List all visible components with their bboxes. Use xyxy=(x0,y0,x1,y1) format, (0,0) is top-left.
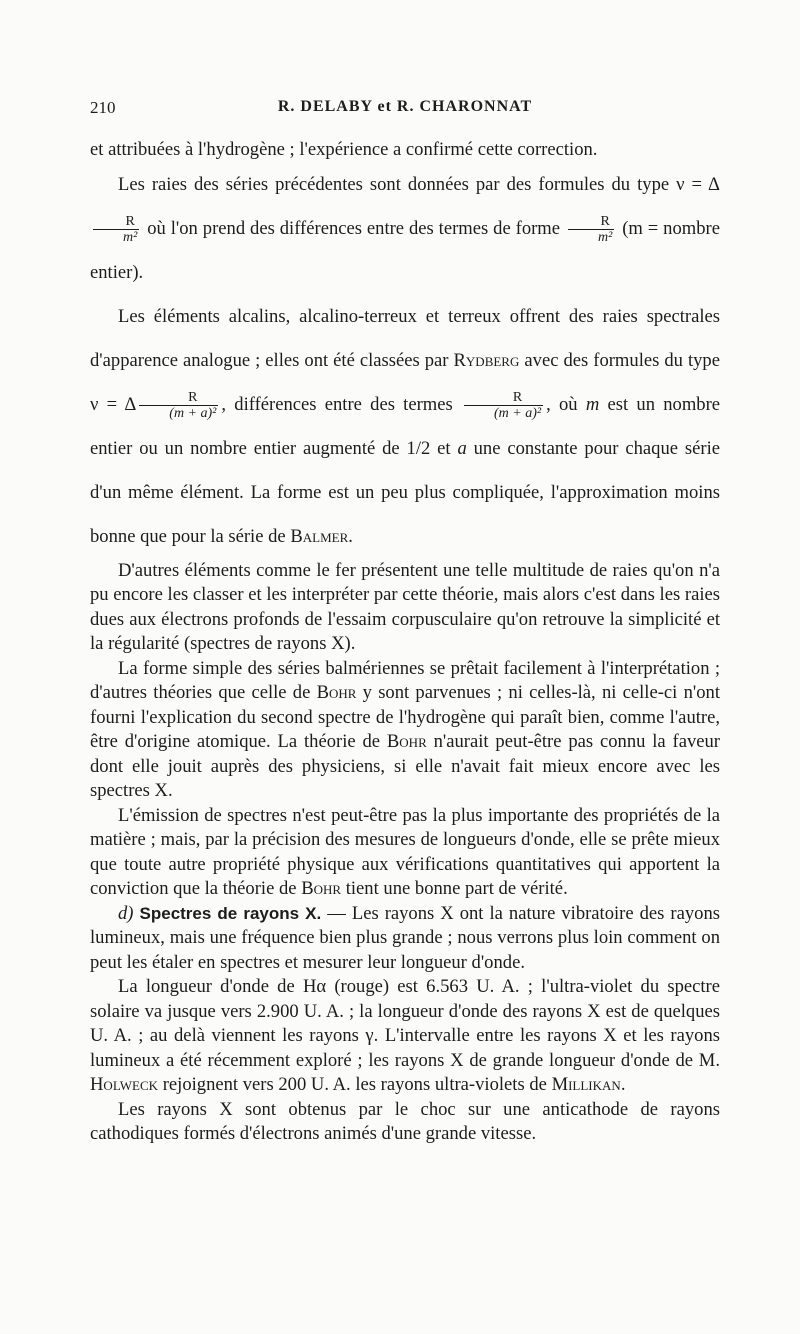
paragraph-9 xyxy=(90,1098,720,1147)
paragraph-5-text-b: y sont parvenues ; ni celles-là, ni celle-ci n'ont fourni l'explication du second spectre de l'hydrogène qui paraît bien, comme l'autre, être d'origine atomique. La théorie de xyxy=(90,682,720,752)
paragraph-3-text-f: une constante pour chaque série d'un même élément. La forme est un peu plus compliquée, l'approximation moins bonne que pour la série de xyxy=(90,437,720,547)
page-header xyxy=(90,98,720,128)
paragraph-8-text-c: . xyxy=(620,1074,626,1095)
paragraph-5 xyxy=(90,657,720,804)
paragraph-4 xyxy=(90,559,720,657)
fraction-r-over-m2 xyxy=(93,214,139,245)
fraction-numerator: R xyxy=(93,214,139,230)
author-balmer: Balmer xyxy=(290,525,349,547)
page-number: 210 xyxy=(90,98,116,117)
paragraph-3-text-a: Les éléments alcalins, alcalino-terreux et terreux offrent des raies spectrales d'apparence analogue ; elles ont été classées par xyxy=(90,305,720,371)
fraction-numerator: R xyxy=(568,214,614,230)
paragraph-5-text-a: La forme simple des séries balmériennes se prêtait facilement à l'interprétation ; d'autres théories que celle de xyxy=(90,657,720,703)
variable-m: m xyxy=(585,393,600,415)
fraction-numerator: R xyxy=(139,390,218,406)
paragraph-7-text: — Les rayons X ont la nature vibratoire des rayons lumineux, mais une fréquence bien plus grande ; nous verrons plus loin comment on peut les étaler en spectres et mesurer leur longueur d'onde. xyxy=(90,902,720,973)
paragraph-2-text-b: où l'on prend des différences entre des termes de forme xyxy=(147,217,561,239)
author-rydberg: Rydberg xyxy=(453,349,520,371)
running-head: R. DELABY et R. CHARONNAT xyxy=(277,98,533,115)
author-millikan: Millikan xyxy=(551,1074,621,1095)
paragraph-5-text-c: n'aurait peut-être pas connu la faveur dont elle jouit auprès des physiciens, si elle n'avait fait mieux encore avec les spectres X. xyxy=(90,731,721,801)
paragraph-1 xyxy=(90,138,720,163)
fraction-r-over-m-plus-a-term xyxy=(464,390,543,421)
paragraph-4-text: D'autres éléments comme le fer présentent une telle multitude de raies qu'on n'a pu encore les classer et les interpréter par cette théorie, mais alors c'est dans les raies dues aux électrons profonds de l'essaim corpusculaire qu'on retrouve la simplicité et la régularité (spectres de rayons X). xyxy=(90,559,720,654)
paragraph-3 xyxy=(90,295,720,559)
formula-nu-1: ν = Δ xyxy=(676,173,720,195)
paragraph-2 xyxy=(90,163,720,295)
paragraph-8 xyxy=(90,975,720,1098)
fraction-r-over-m-plus-a xyxy=(139,390,218,421)
paragraph-8-text-a: La longueur d'onde de Hα (rouge) est 6.563 U. A. ; l'ultra-violet du spectre solaire va jusque vers 2.900 U. A. ; la longueur d'onde des rayons X est de quelques U. A. ; au delà viennent les rayons γ. L'intervalle entre les rayons X et les rayons lumineux a été récemment exploré ; les rayons X de grande longueur d'onde de M. xyxy=(90,976,720,1071)
author-bohr: Bohr xyxy=(386,731,427,752)
fraction-denominator: (m + a)² xyxy=(494,405,542,421)
author-bohr: Bohr xyxy=(301,878,342,899)
paragraph-6-text-b: tient une bonne part de vérité. xyxy=(345,878,568,899)
paragraph-8-text-b: rejoignent vers 200 U. A. les rayons ultra-violets de xyxy=(162,1074,547,1095)
paragraph-7 xyxy=(90,902,720,976)
paragraph-3-text-e: est un nombre entier ou un nombre entier augmenté de 1/2 et xyxy=(90,393,721,459)
fraction-denominator: m² xyxy=(597,229,613,245)
paragraph-3-text-d: , où xyxy=(546,393,578,415)
paragraph-1-text: et attribuées à l'hydrogène ; l'expérience a confirmé cette correction. xyxy=(90,139,598,160)
paragraph-2-text-c: (m = nombre entier). xyxy=(90,217,720,283)
body-text xyxy=(90,138,720,1147)
fraction-denominator: m² xyxy=(123,229,138,245)
paragraph-2-text-a: Les raies des séries précédentes sont données par des formules du type xyxy=(118,173,670,195)
formula-nu-2: ν = Δ xyxy=(90,393,137,415)
paragraph-3-text-b: avec des formules du type xyxy=(524,349,720,371)
paragraph-3-text-g: . xyxy=(348,525,353,547)
variable-a: a xyxy=(457,437,467,459)
author-holweck: Holweck xyxy=(90,1074,159,1095)
paragraph-3-text-c: , différences entre des termes xyxy=(221,393,453,415)
section-label: d) xyxy=(118,902,134,924)
paragraph-9-text: Les rayons X sont obtenus par le choc sur une anticathode de rayons cathodiques formés d'électrons animés d'une grande vitesse. xyxy=(90,1098,720,1144)
paragraph-6 xyxy=(90,804,720,902)
paragraph-6-text-a: L'émission de spectres n'est peut-être pas la plus importante des propriétés de la matière ; mais, par la précision des mesures de longueurs d'onde, elle se prête mieux que toute autre propriété physique aux vérifications quantitatives qui apportent la conviction que la théorie de xyxy=(90,804,720,899)
fraction-numerator: R xyxy=(464,390,543,406)
fraction-r-over-m2-term xyxy=(568,214,614,245)
author-bohr: Bohr xyxy=(316,682,357,703)
section-heading: Spectres de rayons X. xyxy=(139,903,322,923)
fraction-denominator: (m + a)² xyxy=(169,405,217,421)
